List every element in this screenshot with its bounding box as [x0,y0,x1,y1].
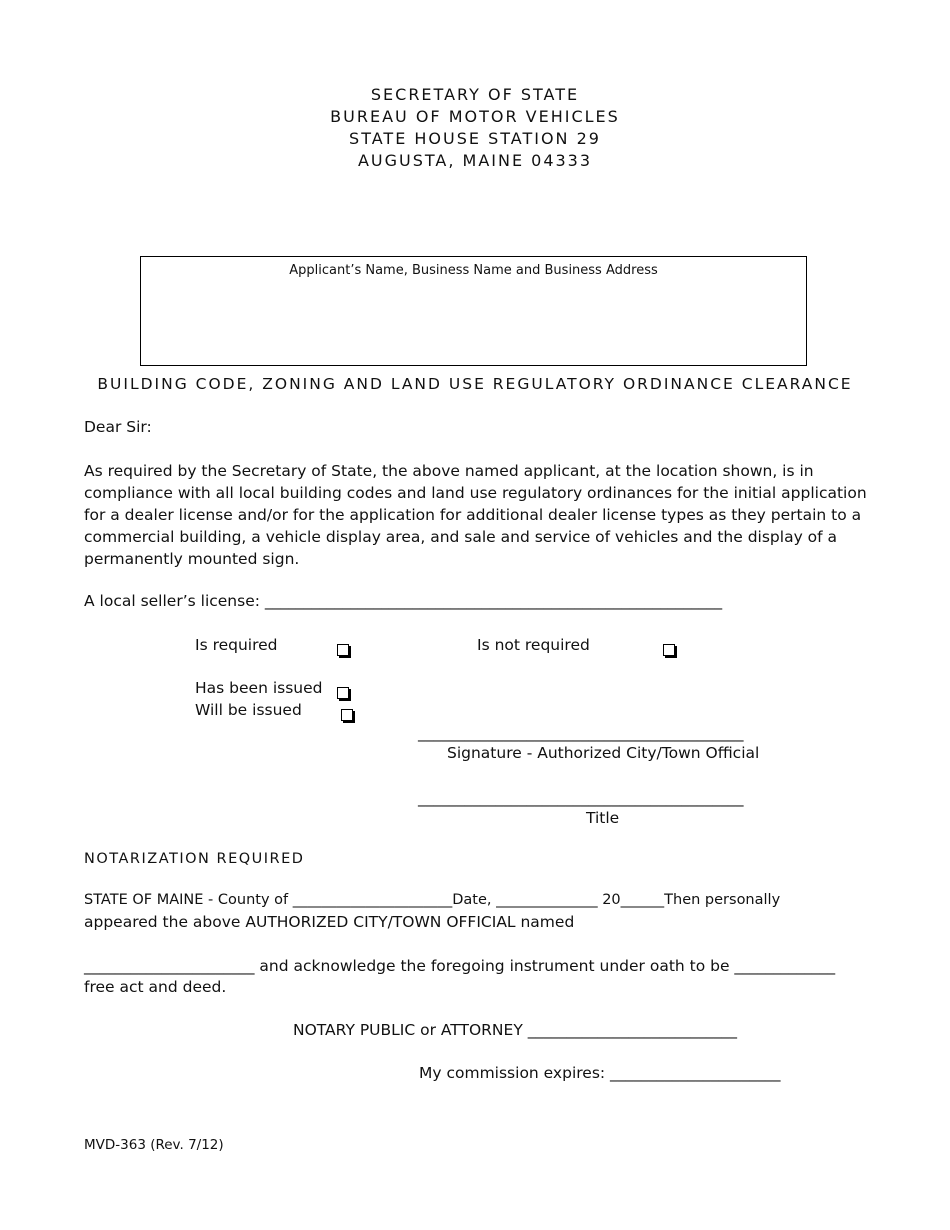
will-be-issued-checkbox[interactable] [341,709,353,721]
has-been-issued-checkbox[interactable] [337,687,349,699]
is-not-required-label: Is not required [477,636,590,654]
salutation: Dear Sir: [84,418,152,436]
signature-line[interactable]: __________________________________________ [418,724,744,742]
notary-public-field[interactable]: NOTARY PUBLIC or ATTORNEY ___________________________ [293,1021,737,1039]
has-been-issued-label: Has been issued [195,679,323,697]
seller-license-field[interactable]: A local seller’s license: ___________________________________________________________ [84,592,723,610]
applicant-info-box[interactable] [140,256,807,366]
form-number: MVD-363 (Rev. 7/12) [84,1137,224,1153]
is-required-checkbox[interactable] [337,644,349,656]
body-paragraph: As required by the Secretary of State, the above named applicant, at the location shown, is in compliance with all local building codes and land use regulatory ordinances for the initial application for a dealer license and/or for the application for additional dealer license types as they pertain to a commercial building, a vehicle display area, and sale and service of vehicles and the display of a permanently mounted sign. [84,462,867,568]
is-not-required-checkbox[interactable] [663,644,675,656]
notary-free-act-line: free act and deed. [84,978,227,996]
notary-appeared-line: appeared the above AUTHORIZED CITY/TOWN OFFICIAL named [84,913,575,931]
will-be-issued-label: Will be issued [195,701,302,719]
notarization-heading: NOTARIZATION REQUIRED [84,851,305,867]
is-required-label: Is required [195,636,278,654]
notary-county-date-line[interactable]: STATE OF MAINE - County of ______________________Date, ______________ 20______Then personally [84,892,781,908]
applicant-box-label: Applicant’s Name, Business Name and Business Address [289,263,658,278]
header-line-3: STATE HOUSE STATION 29 [349,129,601,148]
header-line-4: AUGUSTA, MAINE 04333 [357,151,593,170]
title-label: Title [586,809,620,827]
commission-expires-field[interactable]: My commission expires: ______________________ [419,1064,781,1082]
signature-label: Signature - Authorized City/Town Official [447,744,760,762]
notary-acknowledge-line[interactable]: ______________________ and acknowledge the foregoing instrument under oath to be _____________ [84,957,836,975]
header-line-2: BUREAU OF MOTOR VEHICLES [330,107,620,126]
header-line-1: SECRETARY OF STATE [370,85,580,104]
form-title: BUILDING CODE, ZONING AND LAND USE REGULATORY ORDINANCE CLEARANCE [97,375,853,393]
title-line[interactable]: __________________________________________ [418,789,744,807]
